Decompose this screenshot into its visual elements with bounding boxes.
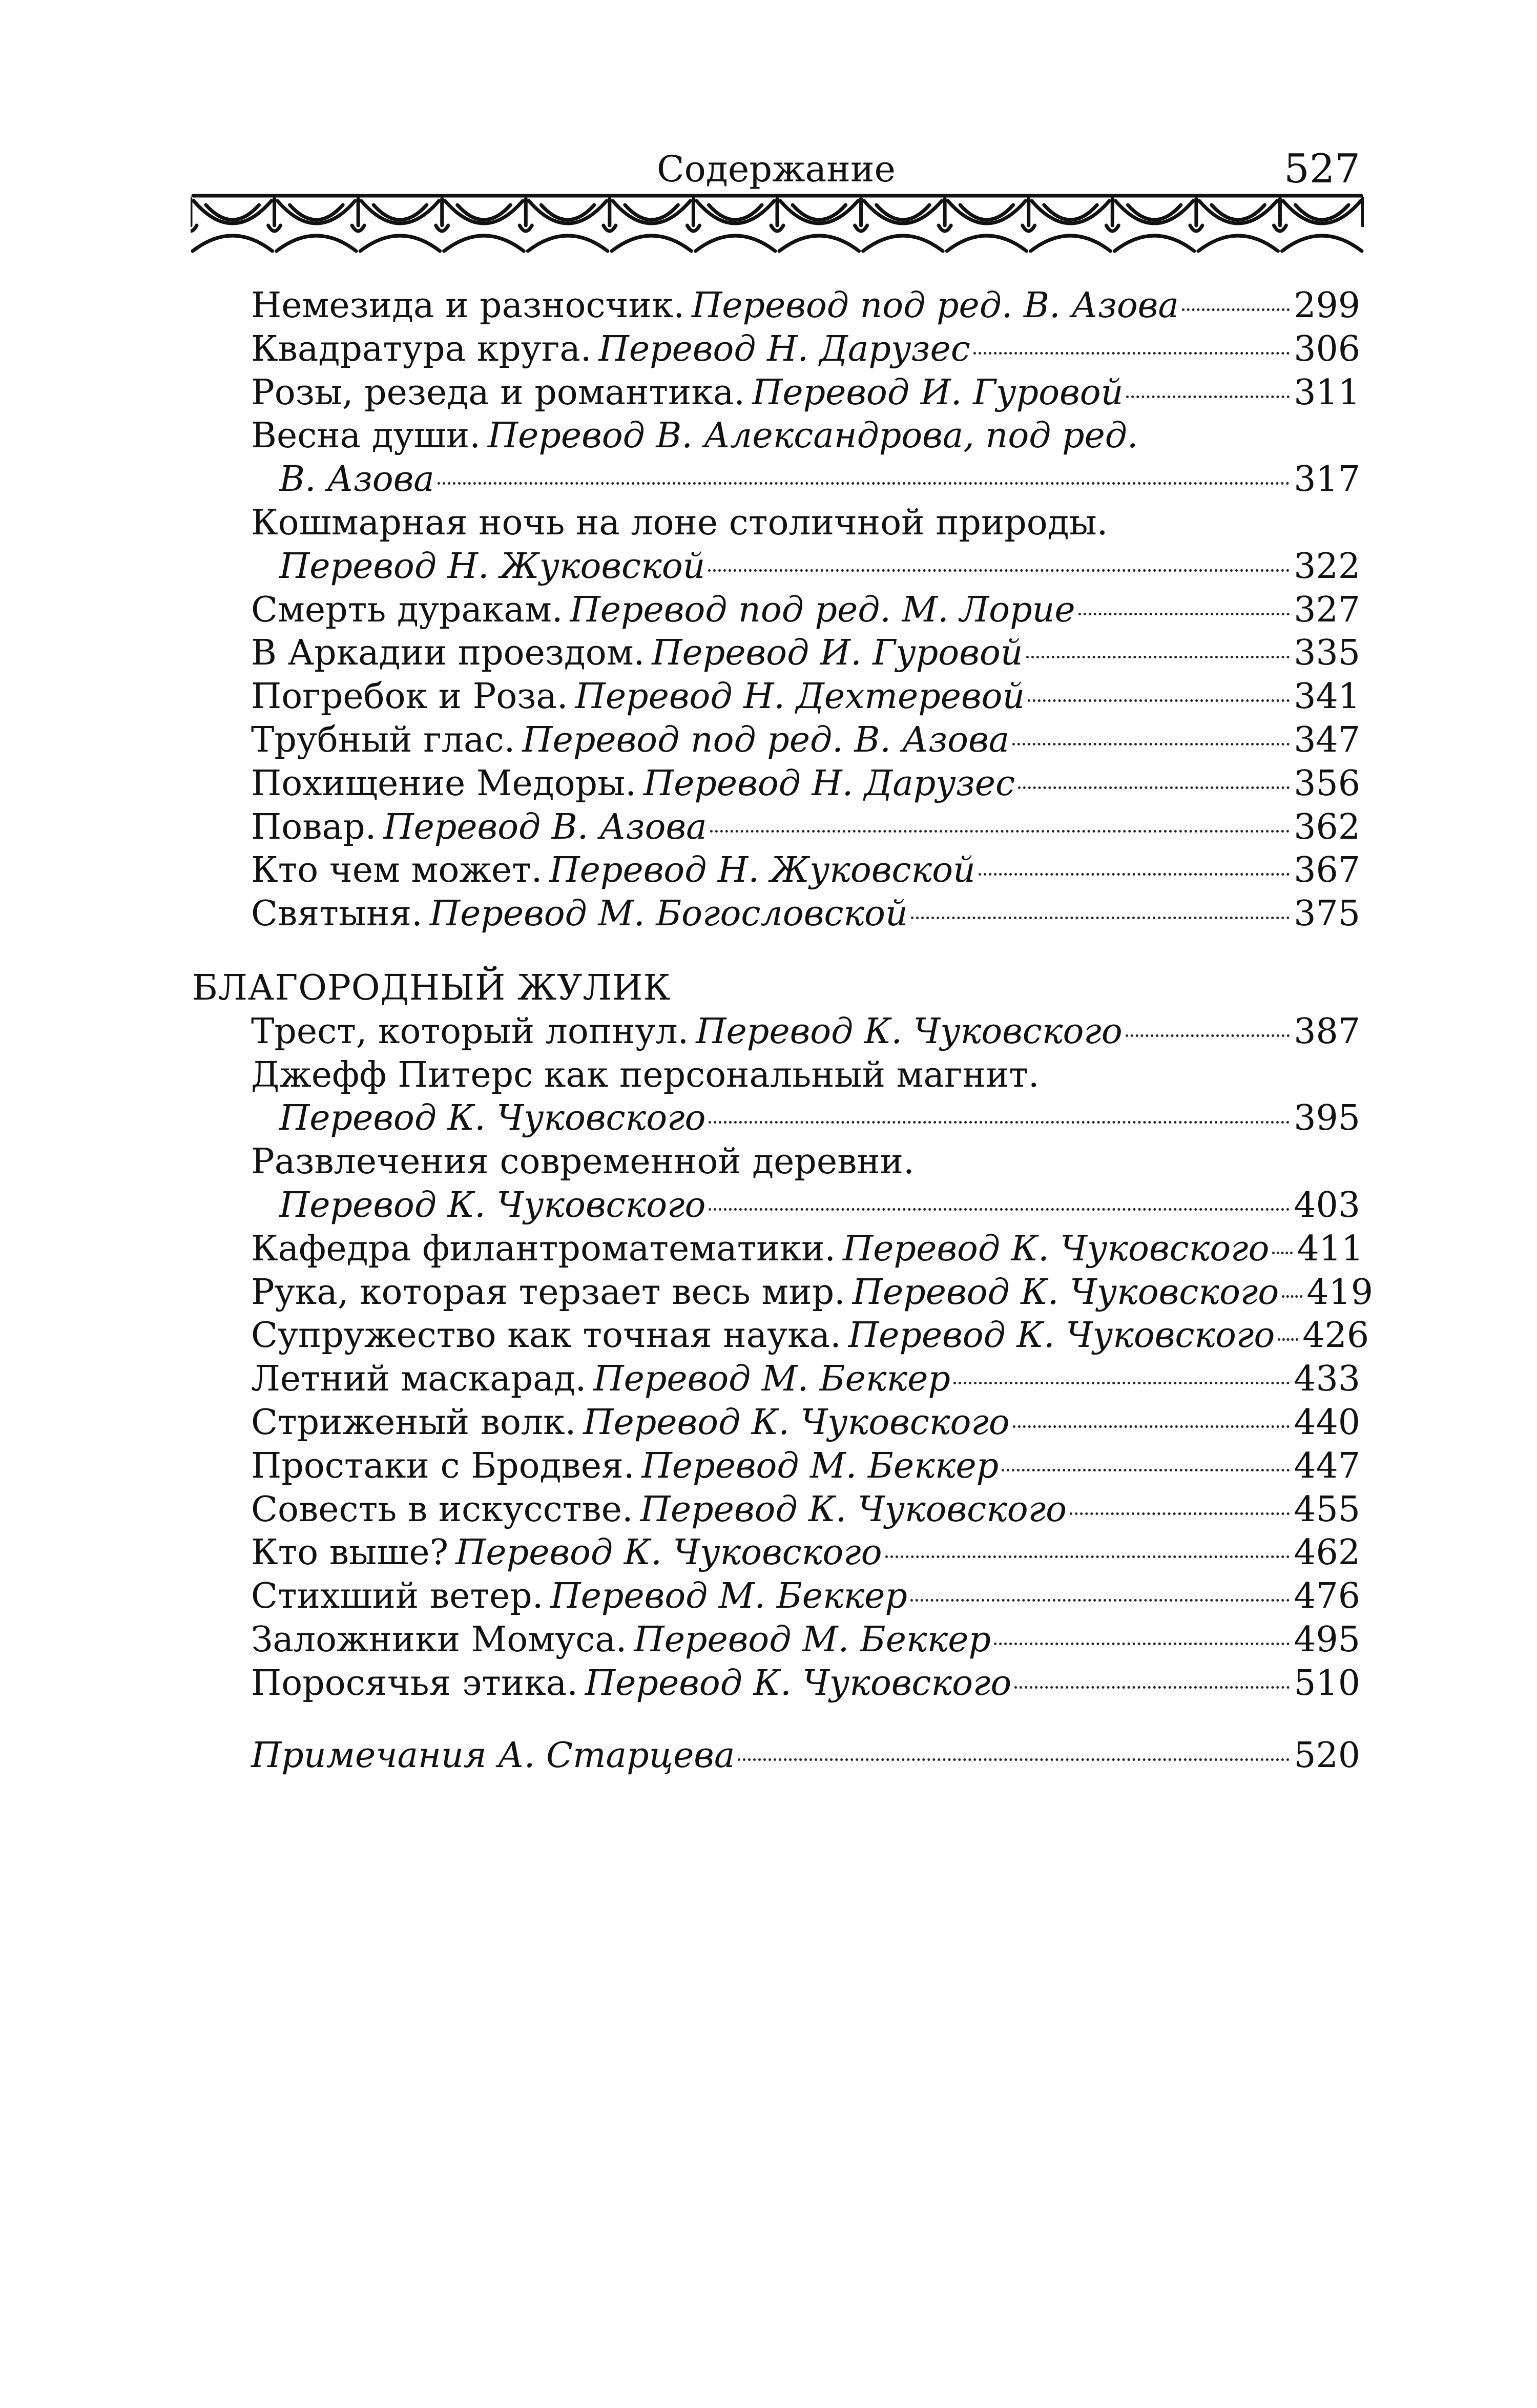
- section-heading: [192, 967, 1360, 1010]
- entry-translator: Перевод под ред. М. Лорие: [570, 589, 1075, 630]
- entry-page: 403: [1294, 1185, 1360, 1226]
- spacer: [192, 1706, 1360, 1734]
- dot-leader: [911, 917, 1290, 919]
- toc-entry-first-line[interactable]: [192, 414, 1360, 458]
- entry-translator: Перевод К. Чуковского: [640, 1489, 1067, 1530]
- entry-translator: Перевод Н. Жуковской: [279, 546, 705, 587]
- entry-title: Немезида и разносчик.: [251, 285, 684, 326]
- dot-leader: [738, 1758, 1290, 1761]
- dot-leader: [953, 1382, 1290, 1384]
- entry-title: Кафедра филантроматематики.: [251, 1228, 836, 1269]
- entry-page: 299: [1294, 285, 1360, 326]
- entry-title: Погребок и Роза.: [251, 676, 568, 717]
- toc-entry[interactable]: [192, 1488, 1360, 1532]
- entry-title: В Аркадии проездом.: [251, 633, 645, 674]
- header-page-number: 527: [1284, 146, 1360, 192]
- entry-title: Развлечения современной деревни.: [251, 1141, 915, 1182]
- dot-leader: [1126, 396, 1290, 398]
- entry-page: 347: [1294, 719, 1360, 760]
- dot-leader: [994, 1643, 1290, 1645]
- toc-entry[interactable]: [192, 849, 1360, 892]
- dot-leader: [1272, 1252, 1293, 1254]
- dot-leader: [1182, 308, 1290, 311]
- dot-leader: [709, 1121, 1290, 1124]
- entry-page: 322: [1294, 546, 1360, 587]
- entry-translator: Перевод К. Чуковского: [696, 1011, 1123, 1052]
- entry-page: 367: [1294, 850, 1360, 891]
- toc-entry[interactable]: [192, 675, 1360, 719]
- entry-page: 447: [1294, 1445, 1360, 1486]
- entry-translator: Перевод М. Беккер: [634, 1619, 991, 1660]
- entry-page: 419: [1306, 1272, 1373, 1313]
- entry-translator: Перевод К. Чуковского: [848, 1315, 1275, 1356]
- dot-leader: [1282, 1295, 1302, 1298]
- toc-entry[interactable]: [192, 1401, 1360, 1445]
- toc-entry[interactable]: [192, 1575, 1360, 1618]
- entry-translator: Перевод К. Чуковского: [585, 1663, 1012, 1704]
- entry-translator: Перевод Н. Дарузес: [643, 763, 1015, 804]
- toc-entry[interactable]: [192, 1314, 1369, 1358]
- running-header: [192, 143, 1360, 195]
- entry-page: 327: [1294, 589, 1360, 630]
- entry-translator: Перевод под ред. В. Азова: [522, 719, 1010, 760]
- entry-translator: Перевод К. Чуковского: [279, 1185, 706, 1226]
- entry-title: Трест, который лопнул.: [251, 1011, 689, 1052]
- dot-leader: [885, 1555, 1290, 1558]
- toc-entry[interactable]: [192, 1271, 1373, 1315]
- entry-page: 411: [1297, 1228, 1364, 1269]
- dot-leader: [1014, 1686, 1290, 1689]
- entry-translator: Перевод К. Чуковского: [852, 1272, 1279, 1313]
- toc-entry[interactable]: [192, 719, 1360, 762]
- entry-page: 520: [1294, 1735, 1360, 1776]
- entry-page: 455: [1294, 1489, 1360, 1530]
- entry-translator: Перевод В. Азова: [383, 806, 707, 847]
- entry-page: 440: [1294, 1402, 1360, 1443]
- dot-leader: [973, 352, 1290, 355]
- entry-translator: Перевод К. Чуковского: [583, 1402, 1010, 1443]
- toc-entry-first-line[interactable]: [192, 502, 1360, 545]
- entry-title: Квадратура круга.: [251, 328, 592, 369]
- entry-page: 306: [1294, 328, 1360, 369]
- toc-entry[interactable]: [192, 1618, 1360, 1662]
- dot-leader: [708, 569, 1290, 572]
- toc-entry-continuation[interactable]: [192, 458, 1360, 502]
- entry-page: 341: [1294, 676, 1360, 717]
- toc-entry-first-line[interactable]: [192, 1054, 1360, 1097]
- toc-entry[interactable]: [192, 762, 1360, 806]
- dot-leader: [979, 873, 1290, 876]
- entry-title: Весна души.: [251, 416, 481, 456]
- dot-leader: [1013, 1425, 1290, 1428]
- entry-title: Заложники Момуса.: [251, 1619, 627, 1660]
- entry-translator: Перевод В. Александрова, под ред.: [487, 416, 1138, 456]
- entry-translator: Перевод К. Чуковского: [279, 1098, 706, 1139]
- entry-page: 426: [1302, 1315, 1369, 1356]
- dot-leader: [1012, 743, 1290, 745]
- entry-title: Смерть дуракам.: [251, 589, 563, 630]
- entry-title: Кошмарная ночь на лоне столичной природы.: [251, 502, 1108, 543]
- entry-title: Стриженый волк.: [251, 1402, 576, 1443]
- entry-page: 476: [1294, 1576, 1360, 1617]
- dot-leader: [438, 482, 1290, 485]
- toc-entry-notes[interactable]: [192, 1734, 1360, 1778]
- toc-entry-first-line[interactable]: [192, 1140, 1360, 1184]
- entry-page: 317: [1294, 459, 1360, 500]
- entry-page: 362: [1294, 806, 1360, 847]
- toc-entry[interactable]: [192, 371, 1360, 415]
- entry-title: Трубный глас.: [251, 719, 515, 760]
- toc-entry-continuation[interactable]: [192, 1184, 1360, 1228]
- entry-title: Супружество как точная наука.: [251, 1315, 841, 1356]
- dot-leader: [1078, 613, 1290, 615]
- toc-entry[interactable]: [192, 1358, 1360, 1401]
- entry-page: 433: [1294, 1359, 1360, 1400]
- section-heading-text: БЛАГОРОДНЫЙ ЖУЛИК: [192, 967, 671, 1008]
- entry-page: 387: [1294, 1011, 1360, 1052]
- dot-leader: [1028, 699, 1290, 702]
- toc-entry-continuation[interactable]: [192, 1097, 1360, 1140]
- dot-leader: [1026, 656, 1290, 658]
- toc-entry[interactable]: [192, 806, 1360, 849]
- entry-title: Поросячья этика.: [251, 1663, 578, 1704]
- notes-title: Примечания А. Старцева: [251, 1735, 735, 1776]
- entry-translator-continued: В. Азова: [279, 459, 434, 500]
- toc-entry[interactable]: [192, 892, 1360, 936]
- entry-page: 335: [1294, 633, 1360, 674]
- toc-entry[interactable]: [192, 1531, 1360, 1575]
- entry-page: 375: [1294, 894, 1360, 935]
- entry-title: Святыня.: [251, 894, 423, 935]
- dot-leader: [1278, 1338, 1298, 1341]
- entry-page: 395: [1294, 1098, 1360, 1139]
- toc-entry[interactable]: [192, 1662, 1360, 1706]
- entry-page: 510: [1294, 1663, 1360, 1704]
- entry-page: 495: [1294, 1619, 1360, 1660]
- entry-translator: Перевод М. Беккер: [641, 1445, 999, 1486]
- toc-entry[interactable]: [192, 1228, 1364, 1271]
- toc-entry-continuation[interactable]: [192, 545, 1360, 589]
- entry-title: Совесть в искусстве.: [251, 1489, 633, 1530]
- entry-page: 311: [1294, 372, 1360, 413]
- entry-title: Кто выше?: [251, 1532, 449, 1573]
- entry-translator: Перевод М. Беккер: [593, 1359, 950, 1400]
- entry-title: Повар.: [251, 806, 377, 847]
- entry-title: Джефф Питерс как персональный магнит.: [251, 1054, 1040, 1095]
- entry-translator: Перевод Н. Дехтеревой: [575, 676, 1025, 717]
- entry-page: 462: [1294, 1532, 1360, 1573]
- dot-leader: [709, 1208, 1290, 1211]
- dot-leader: [1070, 1512, 1290, 1515]
- entry-page: 356: [1294, 763, 1360, 804]
- dot-leader: [1018, 786, 1290, 789]
- entry-translator: Перевод М. Беккер: [550, 1576, 907, 1617]
- entry-title: Кто чем может.: [251, 850, 543, 891]
- ornament-divider: [191, 190, 1364, 266]
- dot-leader: [1002, 1469, 1290, 1471]
- entry-title: Розы, резеда и романтика.: [251, 372, 745, 413]
- toc-entry[interactable]: [192, 589, 1360, 632]
- toc-entry[interactable]: [192, 632, 1360, 675]
- entry-translator: Перевод М. Богословской: [429, 894, 908, 935]
- entry-translator: Перевод И. Гуровой: [652, 633, 1023, 674]
- entry-title: Рука, которая терзает весь мир.: [251, 1272, 845, 1313]
- dot-leader: [710, 830, 1290, 833]
- toc-entry[interactable]: [192, 284, 1360, 328]
- toc-entry[interactable]: [192, 1010, 1360, 1054]
- toc-entry[interactable]: [192, 1445, 1360, 1488]
- dot-leader: [910, 1599, 1290, 1602]
- entry-title: Стихший ветер.: [251, 1576, 544, 1617]
- entry-title: Простаки с Бродвея.: [251, 1445, 635, 1486]
- entry-translator: Перевод Н. Дарузес: [598, 328, 970, 369]
- entry-title: Летний маскарад.: [251, 1359, 587, 1400]
- table-of-contents: [192, 284, 1373, 1777]
- entry-translator: Перевод под ред. В. Азова: [691, 285, 1179, 326]
- header-title: Содержание: [657, 148, 896, 190]
- entry-translator: Перевод И. Гуровой: [752, 372, 1124, 413]
- dot-leader: [1126, 1034, 1290, 1037]
- toc-entry[interactable]: [192, 328, 1360, 371]
- entry-translator: Перевод К. Чуковского: [455, 1532, 882, 1573]
- entry-translator: Перевод К. Чуковского: [843, 1228, 1270, 1269]
- entry-translator: Перевод Н. Жуковской: [549, 850, 975, 891]
- entry-title: Похищение Медоры.: [251, 763, 636, 804]
